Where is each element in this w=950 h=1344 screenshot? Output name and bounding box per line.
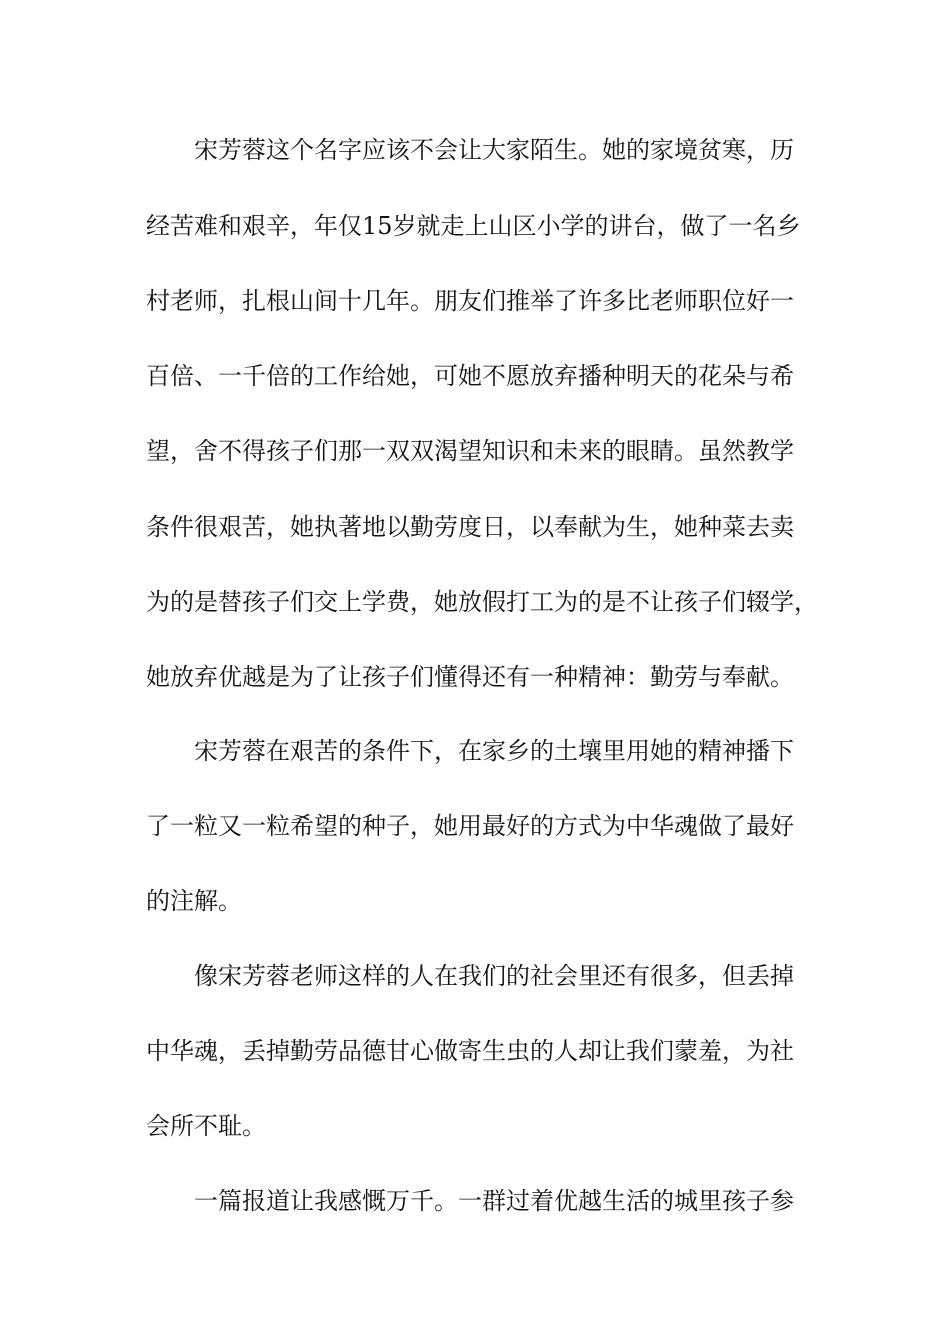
paragraph-line (0, 431, 950, 471)
paragraph-line (0, 881, 950, 921)
paragraph-line (0, 956, 950, 996)
line-text: 宋芳蓉这个名字应该不会让大家陌生。她的家境贫寒，历 (194, 136, 794, 164)
line-text: 了一粒又一粒希望的种子，她用最好的方式为中华魂做了最好 (146, 812, 794, 840)
paragraph-line (0, 281, 950, 321)
paragraph-line (0, 806, 950, 846)
paragraph-line (0, 731, 950, 771)
line-text: 经苦难和艰辛，年仅15岁就走上山区小学的讲台，做了一名乡 (146, 212, 801, 240)
paragraph-line (0, 356, 950, 396)
line-text: 会所不耻。 (146, 1112, 266, 1140)
paragraph-line (0, 507, 950, 547)
paragraph-line (0, 206, 950, 246)
line-text: 像宋芳蓉老师这样的人在我们的社会里还有很多，但丢掉 (194, 962, 794, 990)
paragraph-line (0, 130, 950, 170)
line-text: 条件很艰苦，她执著地以勤劳度日，以奉献为生，她种菜去卖 (146, 513, 794, 541)
line-text: 百倍、一千倍的工作给她，可她不愿放弃播种明天的花朵与希 (146, 362, 794, 390)
line-text: 的注解。 (146, 887, 242, 915)
paragraph-line (0, 1106, 950, 1146)
line-text: 宋芳蓉在艰苦的条件下，在家乡的土壤里用她的精神播下 (194, 737, 794, 765)
line-text: 望，舍不得孩子们那一双双渴望知识和未来的眼睛。虽然教学 (146, 437, 794, 465)
line-text: 一篇报道让我感慨万千。一群过着优越生活的城里孩子参 (194, 1187, 794, 1215)
line-text: 她放弃优越是为了让孩子们懂得还有一种精神：勤劳与奉献。 (146, 663, 794, 691)
line-text: 村老师，扎根山间十几年。朋友们推举了许多比老师职位好一 (146, 287, 794, 315)
paragraph-line (0, 1031, 950, 1071)
line-text: 为的是替孩子们交上学费，她放假打工为的是不让孩子们辍学， (146, 588, 818, 616)
paragraph-line (0, 582, 950, 622)
paragraph-line (0, 1181, 950, 1221)
paragraph-line (0, 657, 950, 697)
line-text: 中华魂，丢掉勤劳品德甘心做寄生虫的人却让我们蒙羞，为社 (146, 1037, 794, 1065)
